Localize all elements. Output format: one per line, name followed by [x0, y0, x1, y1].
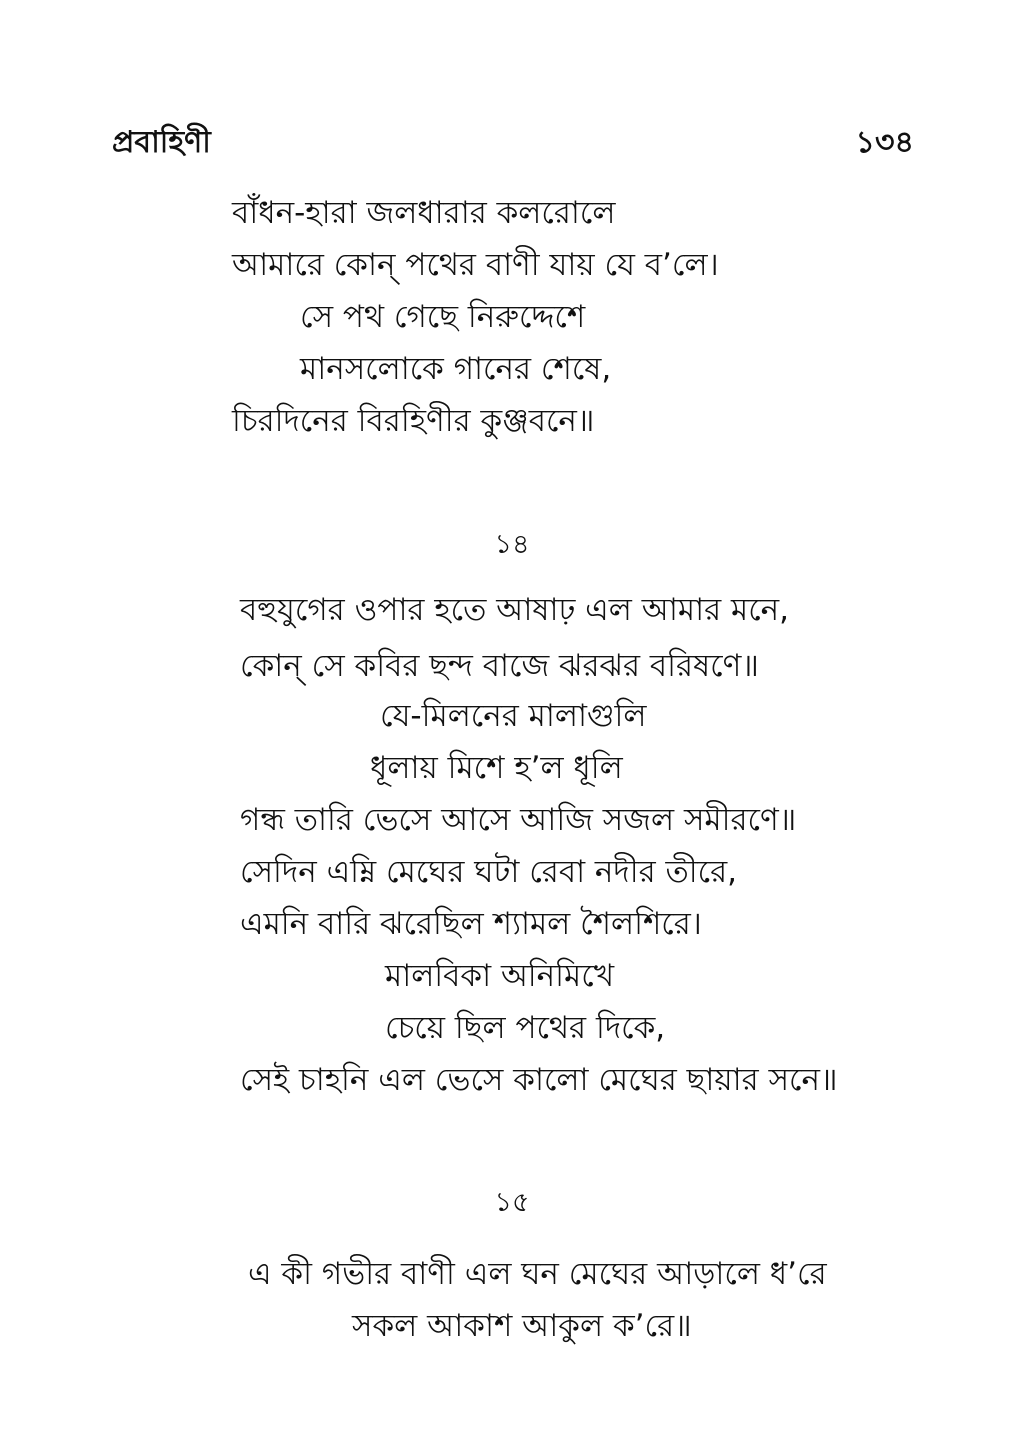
- verse-line: চিরদিনের বিরহিণীর কুঞ্জবনে॥: [232, 403, 595, 439]
- page-number: ১৩৪: [855, 125, 914, 160]
- running-title: প্রবাহিণী: [112, 125, 211, 160]
- song-number: ১৪: [494, 529, 530, 560]
- song-number: ১৫: [494, 1187, 530, 1218]
- verse-line: যে-মিলনের মালাগুলি: [380, 698, 647, 734]
- verse-line: মানসলোকে গানের শেষে,: [300, 351, 612, 387]
- verse-line: সে পথ গেছে নিরুদ্দেশে: [300, 299, 586, 335]
- verse-line: সকল আকাশ আকুল ক’রে॥: [352, 1308, 692, 1344]
- verse-line: সেই চাহনি এল ভেসে কালো মেঘের ছায়ার সনে॥: [240, 1062, 838, 1098]
- verse-line: কোন্ সে কবির ছন্দ বাজে ঝরঝর বরিষণে॥: [240, 648, 759, 684]
- verse-line: ধূলায় মিশে হ’ল ধূলি: [370, 750, 623, 786]
- verse-line: সেদিন এম্নি মেঘের ঘটা রেবা নদীর তীরে,: [240, 854, 737, 890]
- verse-line: চেয়ে ছিল পথের দিকে,: [385, 1010, 666, 1046]
- verse-line: বহুযুগের ওপার হতে আষাঢ় এল আমার মনে,: [240, 592, 790, 628]
- verse-line: গন্ধ তারি ভেসে আসে আজি সজল সমীরণে॥: [240, 802, 797, 838]
- verse-line: মালবিকা অনিমিখে: [385, 958, 615, 994]
- verse-line: আমারে কোন্ পথের বাণী যায় যে ব’লে।: [232, 247, 719, 283]
- verse-line: এমনি বারি ঝরেছিল শ্যামল শৈলশিরে।: [240, 906, 702, 942]
- verse-line: বাঁধন-হারা জলধারার কলরোলে: [232, 195, 616, 231]
- verse-line: এ কী গভীর বাণী এল ঘন মেঘের আড়ালে ধ’রে: [248, 1256, 827, 1292]
